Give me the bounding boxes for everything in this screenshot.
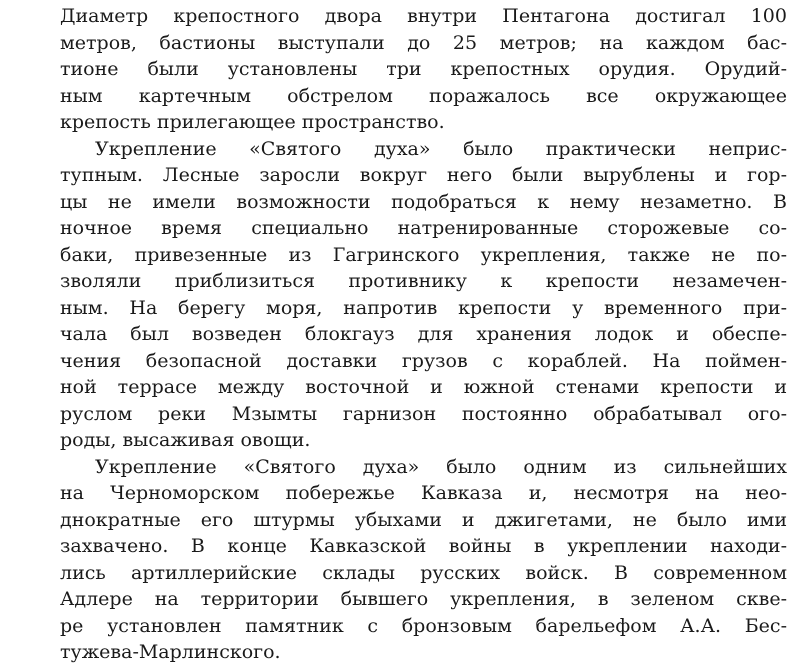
text-line: ночное время специально натренированные сторожевые со- <box>60 217 787 239</box>
text-line: Диаметр крепостного двора внутри Пентагона достигал 100 <box>60 5 787 27</box>
paragraph-1 <box>60 3 787 136</box>
paragraph-2 <box>60 136 787 454</box>
text-line: ре установлен памятник с бронзовым барельефом А.А. Бес- <box>60 614 787 637</box>
text-line: чения безопасной доставки грузов с кораблей. На поймен- <box>60 349 787 372</box>
text-line: на Черноморском побережье Кавказа и, несмотря на нео- <box>60 482 787 504</box>
text-line: зволяли приблизиться противнику к крепости незамечен- <box>60 270 787 292</box>
text-line: тужева-Марлинского. <box>60 641 281 663</box>
text-line: ной террасе между восточной и южной стенами крепости и <box>60 376 787 398</box>
text-line: ным картечным обстрелом поражалось все окружающее <box>60 84 787 107</box>
text-line: цы не имели возможности подобраться к нему незаметно. В <box>60 190 787 213</box>
text-line: Укрепление «Святого духа» было одним из сильнейших <box>95 455 787 478</box>
text-line: роды, высаживая овощи. <box>60 429 311 451</box>
text-line: Укрепление «Святого духа» было практически неприс- <box>95 137 787 160</box>
text-line: тупным. Лесные заросли вокруг него были вырублены и гор- <box>60 164 787 186</box>
text-line: лись артиллерийские склады русских войск. В современном <box>60 561 787 584</box>
text-line: руслом реки Мзымты гарнизон постоянно обрабатывал ого- <box>60 402 787 425</box>
text-line: баки, привезенные из Гагринского укрепления, также не по- <box>60 243 787 266</box>
paragraph-3 <box>60 454 787 666</box>
text-line: захвачено. В конце Кавказской войны в укреплении находи- <box>60 535 787 557</box>
text-line: ным. На берегу моря, напротив крепости у временного при- <box>60 296 787 319</box>
text-line: днократные его штурмы убыхами и джигетами, не было ими <box>60 508 787 531</box>
text-line: тионе были установлены три крепостных орудия. Орудий- <box>60 58 787 80</box>
text-line: Адлере на территории бывшего укрепления, в зеленом скве- <box>60 588 787 610</box>
text-line: чала был возведен блокгауз для хранения лодок и обеспе- <box>60 323 787 345</box>
text-line: метров, бастионы выступали до 25 метров; на каждом бас- <box>60 31 787 54</box>
text-line: крепость прилегающее пространство. <box>60 111 445 133</box>
